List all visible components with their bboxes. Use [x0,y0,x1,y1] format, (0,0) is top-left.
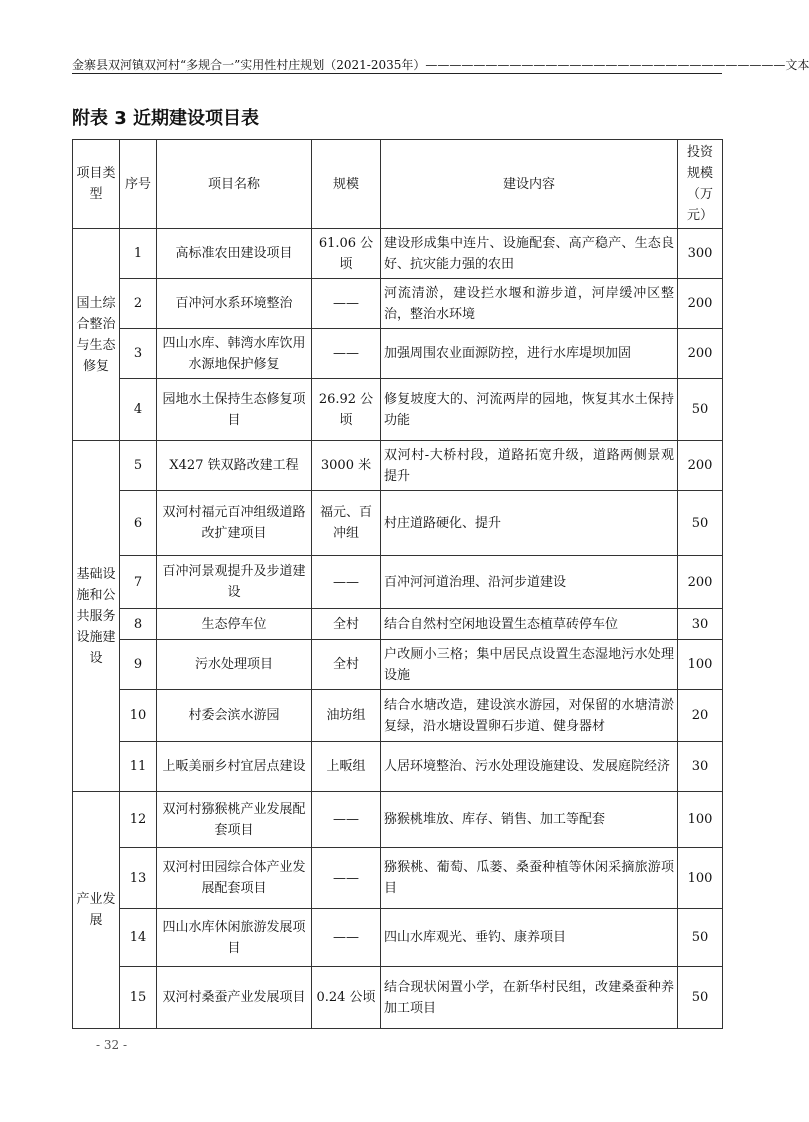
number-cell: 7 [120,556,157,609]
category-cell: 国土综合整治与生态修复 [73,229,120,441]
name-cell: 百冲河水系环境整治 [157,279,312,329]
scale-cell: 26.92 公顷 [312,379,381,441]
number-cell: 15 [120,967,157,1029]
table-row [73,556,723,609]
number-cell: 10 [120,690,157,742]
investment-cell: 100 [678,640,723,690]
category-cell: 基础设施和公共服务设施建设 [73,441,120,792]
number-cell: 1 [120,229,157,279]
table-body [73,229,723,1029]
content-cell: 百冲河河道治理、沿河步道建设 [381,556,678,609]
investment-cell: 200 [678,441,723,491]
header-divider [72,73,722,74]
name-cell: 双河村猕猴桃产业发展配套项目 [157,792,312,848]
table-row [73,379,723,441]
table-row [73,909,723,967]
scale-cell: —— [312,909,381,967]
table-row [73,491,723,556]
name-cell: 园地水土保持生态修复项目 [157,379,312,441]
page-title: 附表 3 近期建设项目表 [72,108,260,129]
content-cell: 户改厕小三格；集中居民点设置生态湿地污水处理设施 [381,640,678,690]
name-cell: 四山水库、韩湾水库饮用水源地保护修复 [157,329,312,379]
table-row [73,279,723,329]
scale-cell: 福元、百冲组 [312,491,381,556]
scale-cell: —— [312,279,381,329]
name-cell: 百冲河景观提升及步道建设 [157,556,312,609]
scale-cell: 0.24 公顷 [312,967,381,1029]
investment-cell: 50 [678,967,723,1029]
number-cell: 11 [120,742,157,792]
name-cell: 村委会滨水游园 [157,690,312,742]
investment-cell: 20 [678,690,723,742]
content-cell: 四山水库观光、垂钓、康养项目 [381,909,678,967]
content-cell: 修复坡度大的、河流两岸的园地，恢复其水土保持功能 [381,379,678,441]
name-cell: 四山水库休闲旅游发展项目 [157,909,312,967]
investment-cell: 30 [678,609,723,640]
table-row [73,229,723,279]
investment-cell: 100 [678,848,723,909]
name-cell: 上畈美丽乡村宜居点建设 [157,742,312,792]
investment-cell: 50 [678,909,723,967]
number-cell: 3 [120,329,157,379]
content-cell: 结合现状闲置小学，在新华村民组，改建桑蚕种养加工项目 [381,967,678,1029]
number-cell: 14 [120,909,157,967]
name-cell: 双河村福元百冲组级道路改扩建项目 [157,491,312,556]
content-cell: 结合水塘改造，建设滨水游园，对保留的水塘清淤复绿，沿水塘设置卵石步道、健身器材 [381,690,678,742]
table-row [73,329,723,379]
name-cell: 高标准农田建设项目 [157,229,312,279]
scale-cell: 油坊组 [312,690,381,742]
project-table [72,139,723,1029]
content-cell: 猕猴桃堆放、库存、销售、加工等配套 [381,792,678,848]
scale-cell: 61.06 公顷 [312,229,381,279]
header-category: 项目类型 [73,140,120,229]
page-number: - 32 - [96,1038,128,1052]
category-cell: 产业发展 [73,792,120,1029]
scale-cell: 全村 [312,640,381,690]
name-cell: 双河村田园综合体产业发展配套项目 [157,848,312,909]
number-cell: 4 [120,379,157,441]
number-cell: 12 [120,792,157,848]
scale-cell: 3000 米 [312,441,381,491]
investment-cell: 300 [678,229,723,279]
header-content: 建设内容 [381,140,678,229]
investment-cell: 30 [678,742,723,792]
content-cell: 建设形成集中连片、设施配套、高产稳产、生态良好、抗灾能力强的农田 [381,229,678,279]
name-cell: 生态停车位 [157,609,312,640]
number-cell: 6 [120,491,157,556]
name-cell: X427 铁双路改建工程 [157,441,312,491]
investment-cell: 50 [678,379,723,441]
content-cell: 人居环境整治、污水处理设施建设、发展庭院经济 [381,742,678,792]
name-cell: 双河村桑蚕产业发展项目 [157,967,312,1029]
scale-cell: —— [312,792,381,848]
content-cell: 河流清淤，建设拦水堰和游步道，河岸缓冲区整治，整治水环境 [381,279,678,329]
scale-cell: 全村 [312,609,381,640]
scale-cell: —— [312,556,381,609]
content-cell: 猕猴桃、葡萄、瓜蒌、桑蚕种植等休闲采摘旅游项目 [381,848,678,909]
number-cell: 9 [120,640,157,690]
content-cell: 村庄道路硬化、提升 [381,491,678,556]
investment-cell: 200 [678,279,723,329]
content-cell: 结合自然村空闲地设置生态植草砖停车位 [381,609,678,640]
header-scale: 规模 [312,140,381,229]
content-cell: 加强周围农业面源防控，进行水库堤坝加固 [381,329,678,379]
investment-cell: 50 [678,491,723,556]
scale-cell: —— [312,848,381,909]
header-number: 序号 [120,140,157,229]
scale-cell: 上畈组 [312,742,381,792]
number-cell: 2 [120,279,157,329]
table-row [73,690,723,742]
table-row [73,441,723,491]
table-row [73,792,723,848]
number-cell: 8 [120,609,157,640]
table-row [73,609,723,640]
investment-cell: 200 [678,329,723,379]
content-cell: 双河村-大桥村段，道路拓宽升级，道路两侧景观提升 [381,441,678,491]
table-row [73,848,723,909]
page-header: 金寨县双河镇双河村“多规合一”实用性村庄规划（2021-2035年）——————————————————————————————文本 [72,58,809,72]
investment-cell: 100 [678,792,723,848]
table-header-row [73,140,723,229]
name-cell: 污水处理项目 [157,640,312,690]
number-cell: 13 [120,848,157,909]
number-cell: 5 [120,441,157,491]
table-row [73,967,723,1029]
table-row [73,640,723,690]
table-row [73,742,723,792]
header-investment: 投资规模（万元） [678,140,723,229]
investment-cell: 200 [678,556,723,609]
header-project-name: 项目名称 [157,140,312,229]
scale-cell: —— [312,329,381,379]
